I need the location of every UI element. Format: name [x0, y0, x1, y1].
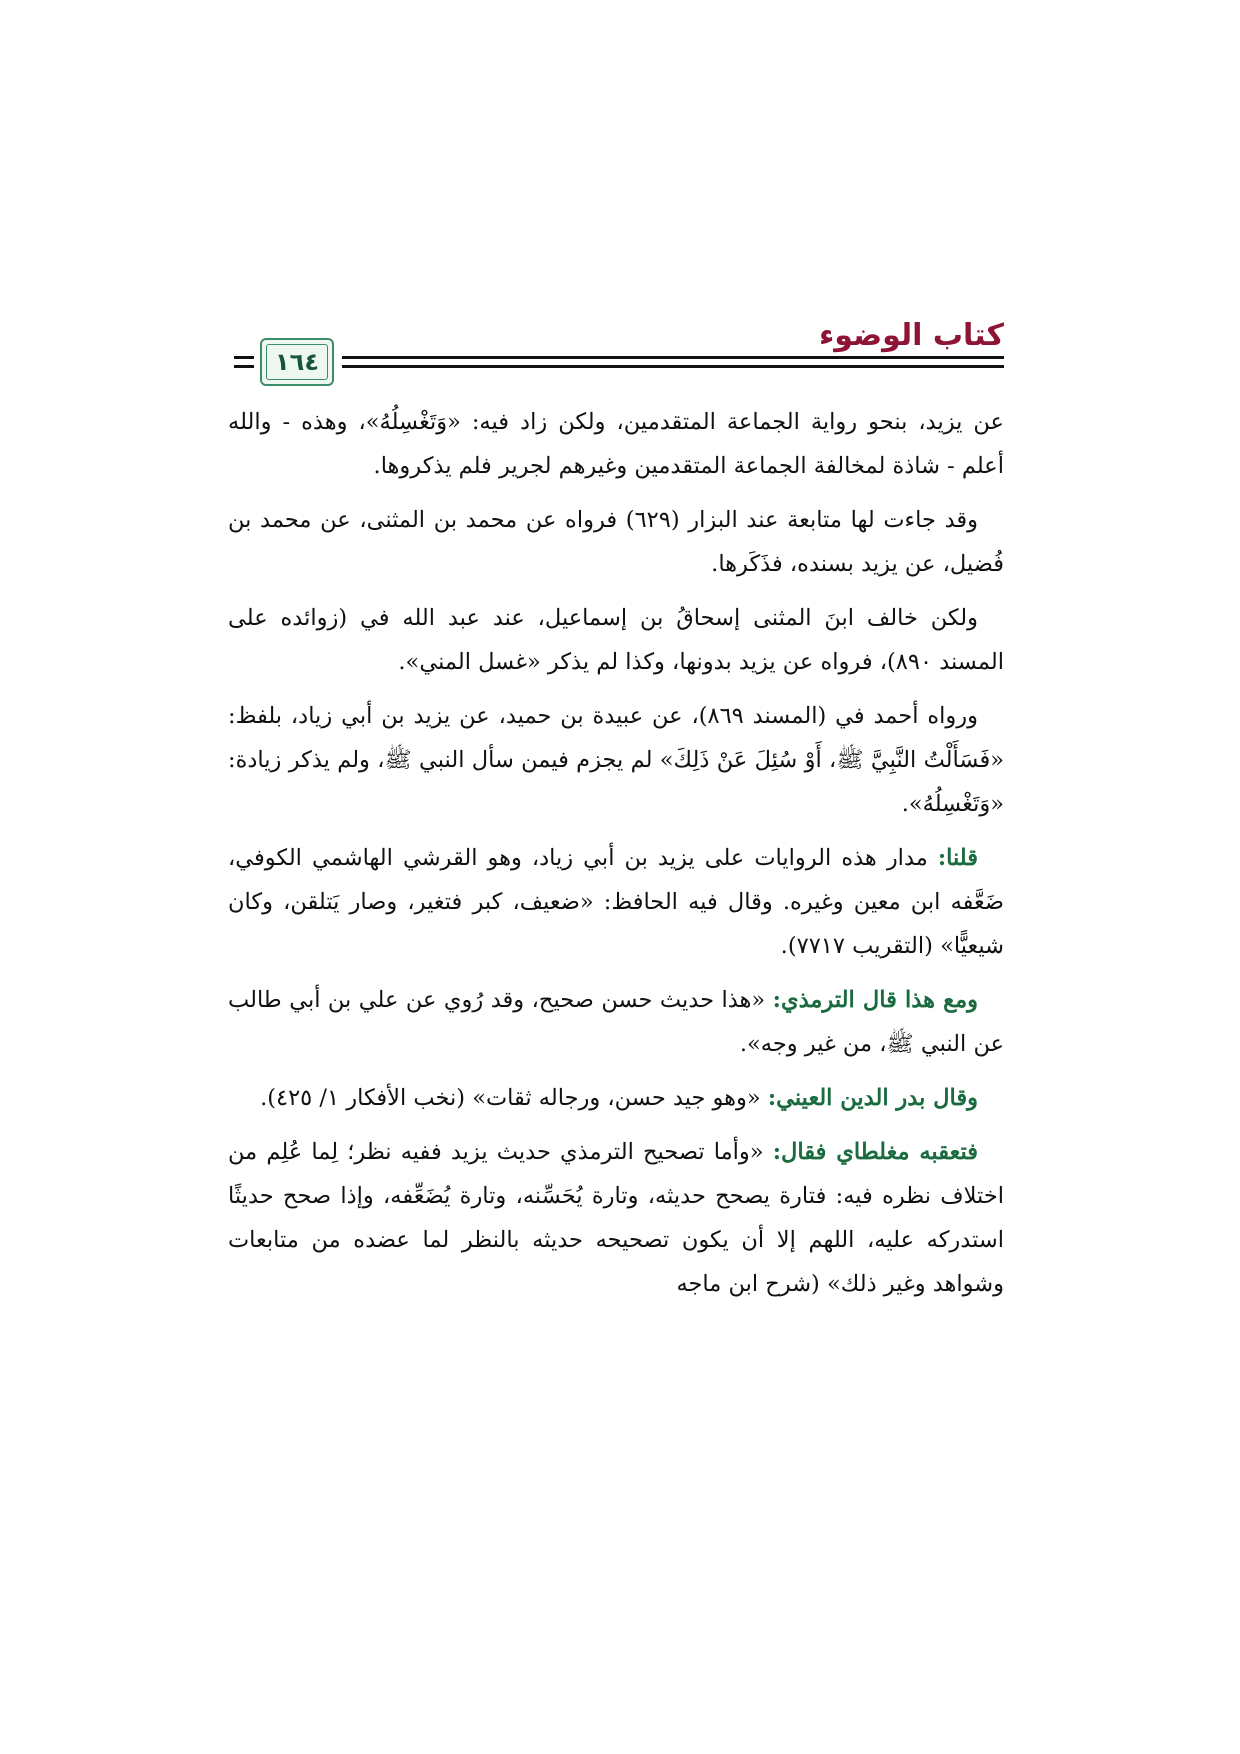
- header-rule-top: [342, 356, 1004, 359]
- paragraph-text: ورواه أحمد في (المسند ٨٦٩)، عن عبيدة بن حميد، عن يزيد بن أبي زياد، بلفظ: «فَسَأَلْتُ النَّبِيَّ ﷺ، أَوْ سُئِلَ عَنْ ذَلِكَ» لم يجزم فيمن سأل النبي ﷺ، ولم يذكر زيادة: «وَتَغْسِلُهُ».: [228, 703, 1004, 817]
- paragraph-text: ولكن خالف ابنَ المثنى إسحاقُ بن إسماعيل، عند عبد الله في (زوائده على المسند ٨٩٠)، فرواه عن يزيد بدونها، وكذا لم يذكر «غسل المني».: [228, 605, 1004, 675]
- paragraph: [228, 978, 1004, 1066]
- paragraph: [228, 400, 1004, 488]
- paragraph-lead: قلنا:: [937, 845, 979, 871]
- header-rule-stub-bottom: [234, 365, 254, 368]
- book-title: كتاب الوضوء: [818, 318, 1004, 353]
- paragraph-text: «وأما تصحيح الترمذي حديث يزيد ففيه نظر؛ لِما عُلِم من اختلاف نظره فيه: فتارة يصحح حديثه، وتارة يُحَسِّنه، وتارة يُضَعِّفه، وإذا صحح حديثًا استدركه عليه، اللهم إلا أن يكون تصحيحه حديثه بالنظر لما عضده من متابعات وشواهد وغير ذلك» (شرح ابن ماجه: [228, 1139, 1004, 1297]
- paragraph: [228, 596, 1004, 684]
- page-header: [234, 316, 1004, 386]
- paragraph: [228, 694, 1004, 826]
- paragraph-lead: فتعقبه مغلطاي فقال:: [772, 1139, 978, 1165]
- page-body: [228, 400, 1004, 1316]
- paragraph-text: وقد جاءت لها متابعة عند البزار (٦٢٩) فرواه عن محمد بن المثنى، عن محمد بن فُضيل، عن يزيد بسنده، فذَكَرها.: [228, 507, 1004, 577]
- paragraph-lead: وقال بدر الدين العيني:: [767, 1085, 978, 1111]
- paragraph-text: «وهو جيد حسن، ورجاله ثقات» (نخب الأفكار ١/ ٤٢٥).: [260, 1085, 761, 1111]
- page-number-badge: [260, 338, 334, 386]
- paragraph: [228, 498, 1004, 586]
- header-rule-bottom: [342, 365, 1004, 368]
- paragraph-text: عن يزيد، بنحو رواية الجماعة المتقدمين، ولكن زاد فيه: «وَتَغْسِلُهُ»، وهذه - والله أعلم - شاذة لمخالفة الجماعة المتقدمين وغيرهم لجرير فلم يذكروها.: [228, 409, 1004, 479]
- paragraph-text: مدار هذه الروايات على يزيد بن أبي زياد، وهو القرشي الهاشمي الكوفي، ضَعَّفه ابن معين وغيره. وقال فيه الحافظ: «ضعيف، كبر فتغير، وصار يَتلقن، وكان شيعيًّا» (التقريب ٧٧١٧).: [228, 845, 1004, 959]
- paragraph: [228, 1076, 1004, 1120]
- header-rule-stub-top: [234, 356, 254, 359]
- page-number: ١٦٤: [275, 348, 319, 376]
- paragraph-text: «هذا حديث حسن صحيح، وقد رُوي عن علي بن أبي طالب عن النبي ﷺ، من غير وجه».: [228, 987, 1004, 1057]
- paragraph: [228, 1130, 1004, 1306]
- paragraph: [228, 836, 1004, 968]
- paragraph-lead: ومع هذا قال الترمذي:: [772, 987, 978, 1013]
